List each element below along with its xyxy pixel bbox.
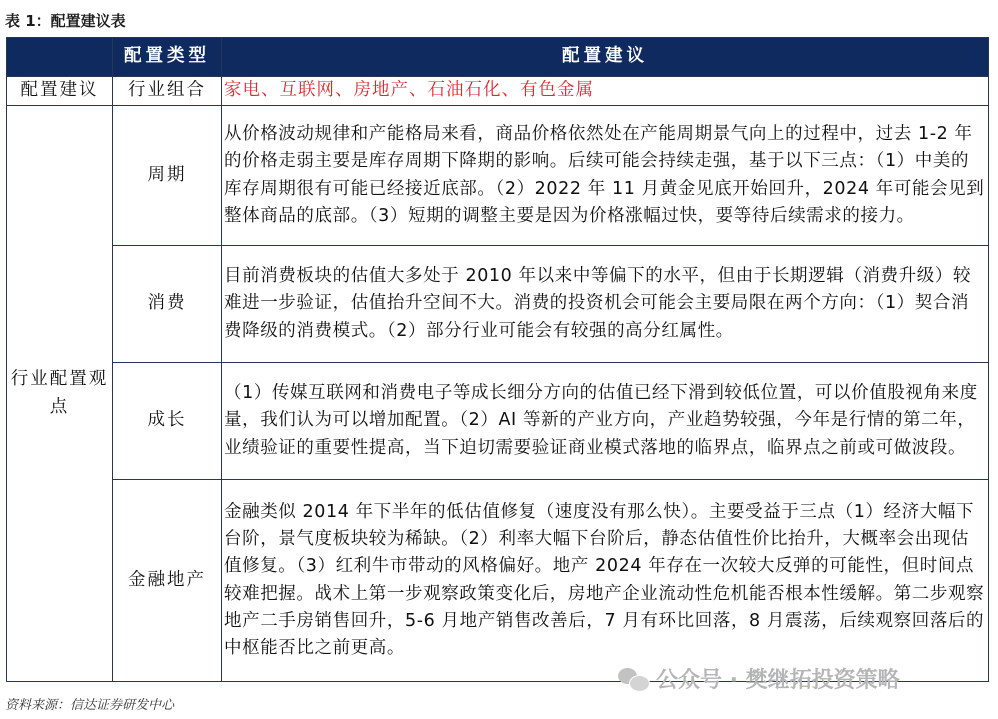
watermark: [618, 663, 900, 694]
table-row: [7, 363, 989, 480]
row-label-config: 配置建议: [7, 77, 113, 106]
row-type-industry-mix: 行业组合: [113, 77, 222, 106]
row-type-consumption: 消费: [113, 246, 222, 363]
row-type-cycle: 周期: [113, 106, 222, 246]
table-title: 表 1：配置建议表: [5, 12, 126, 30]
header-row: [7, 38, 989, 77]
row-text-finance-realestate: 金融类似 2014 年下半年的低估值修复（速度没有那么快）。主要受益于三点（1）经济大幅下台阶，景气度板块较为稀缺。（2）利率大幅下台阶后，静态估值性价比抬升，大概率会出现估值修复。（3）红利牛市带动的风格偏好。地产 2024 年存在一次较大反弹的可能性，但时间点较难把握。战术上第一步观察政策变化后，房地产企业流动性危机能否根本性缓解。第二步观察地产二手房销售回升，5-6 月地产销售改善后，7 月有环比回落，8 月震荡，后续观察回落后的中枢能否比之前更高。: [222, 480, 989, 682]
table-row: [7, 246, 989, 363]
table-row: [7, 106, 989, 246]
wechat-icon: [618, 666, 648, 692]
header-blank: [7, 38, 113, 77]
row-value-industries: 家电、互联网、房地产、石油石化、有色金属: [222, 77, 989, 106]
row-type-finance-realestate: 金融地产: [113, 480, 222, 682]
table-row: [7, 480, 989, 682]
row-type-growth: 成长: [113, 363, 222, 480]
header-config-advice: 配置建议: [222, 38, 989, 77]
header-config-type: 配置类型: [113, 38, 222, 77]
config-table: [6, 37, 989, 682]
row-text-consumption: 目前消费板块的估值大多处于 2010 年以来中等偏下的水平，但由于长期逻辑（消费升级）较难进一步验证，估值抬升空间不大。消费的投资机会可能会主要局限在两个方向：（1）契合消费降级的消费模式。（2）部分行业可能会有较强的高分红属性。: [222, 246, 989, 363]
source-note: 资料来源：信达证券研发中心: [5, 698, 175, 713]
row-text-cycle: 从价格波动规律和产能格局来看，商品价格依然处在产能周期景气向上的过程中，过去 1-2 年的价格走弱主要是库存周期下降期的影响。后续可能会持续走强，基于以下三点：（1）中美的库存周期很有可能已经接近底部。（2）2022 年 11 月黄金见底开始回升，2024 年可能会见到整体商品的底部。（3）短期的调整主要是因为价格涨幅过快，要等待后续需求的接力。: [222, 106, 989, 246]
table-row: [7, 77, 989, 106]
watermark-text: 公众号 · 樊继拓投资策略: [656, 668, 900, 693]
group-label-industry-view: 行业配置观点: [7, 106, 113, 682]
row-text-growth: （1）传媒互联网和消费电子等成长细分方向的估值已经下滑到较低位置，可以价值股视角来度量，我们认为可以增加配置。（2）AI 等新的产业方向，产业趋势较强，今年是行情的第二年，业绩验证的重要性提高，当下迫切需要验证商业模式落地的临界点，临界点之前或可做波段。: [222, 363, 989, 480]
